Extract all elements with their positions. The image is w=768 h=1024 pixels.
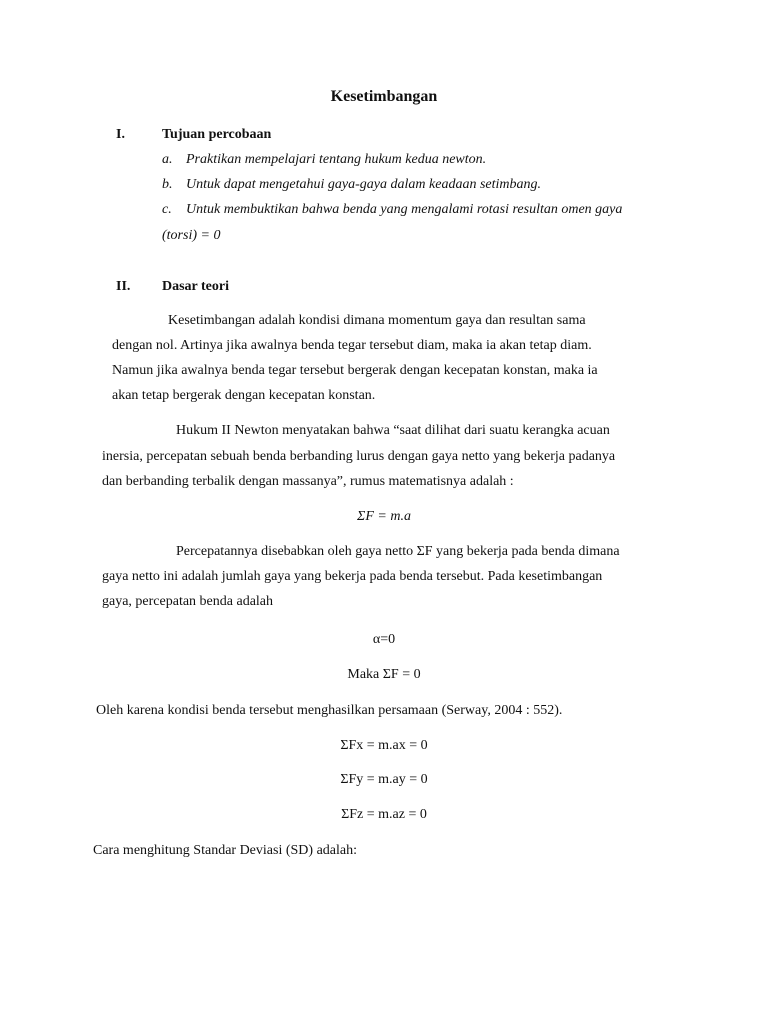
item-text: Untuk dapat mengetahui gaya-gaya dalam keadaan setimbang. <box>186 177 541 192</box>
paragraph-1-line-2: dengan nol. Artinya jika awalnya benda tegar tersebut diam, maka ia akan tetap diam. <box>112 338 592 353</box>
paragraph-3-line-1: Percepatannya disebabkan oleh gaya netto ΣF yang bekerja pada benda dimana <box>176 544 620 559</box>
objective-item-c <box>162 202 622 218</box>
paragraph-2-line-2: inersia, percepatan sebuah benda berbanding lurus dengan gaya netto yang bekerja padanya <box>102 449 616 464</box>
item-text: Praktikan mempelajari tentang hukum kedua newton. <box>186 152 487 167</box>
section-1-heading: Tujuan percobaan <box>162 127 272 142</box>
section-2-number: II. <box>116 279 131 294</box>
equation-alpha: α=0 <box>372 632 396 647</box>
item-letter: a. <box>162 152 173 167</box>
page-title: Kesetimbangan <box>330 88 438 105</box>
paragraph-2-line-3: dan berbanding terbalik dengan massanya”, rumus matematisnya adalah : <box>102 474 514 489</box>
paragraph-2-line-1: Hukum II Newton menyatakan bahwa “saat dilihat dari suatu kerangka acuan <box>176 423 610 438</box>
section-2-heading: Dasar teori <box>162 279 229 294</box>
equation-newton: ΣF = m.a <box>357 509 411 524</box>
objective-item-b <box>162 177 541 193</box>
equation-fx: ΣFx = m.ax = 0 <box>340 738 428 753</box>
item-text: Untuk membuktikan bahwa benda yang mengalami rotasi resultan omen gaya <box>186 202 623 217</box>
equation-fy: ΣFy = m.ay = 0 <box>340 772 428 787</box>
paragraph-1-line-1: Kesetimbangan adalah kondisi dimana momentum gaya dan resultan sama <box>168 313 586 328</box>
item-letter: b. <box>162 177 173 192</box>
paragraph-1-line-3: Namun jika awalnya benda tegar tersebut bergerak dengan kecepatan konstan, maka ia <box>112 363 598 378</box>
paragraph-3-line-2: gaya netto ini adalah jumlah gaya yang bekerja pada benda tersebut. Pada kesetimbangan <box>102 569 603 584</box>
section-1-number: I. <box>116 127 125 142</box>
paragraph-5: Cara menghitung Standar Deviasi (SD) adalah: <box>93 843 357 858</box>
paragraph-3-line-3: gaya, percepatan benda adalah <box>102 594 274 609</box>
equation-sum-force: Maka ΣF = 0 <box>347 667 421 682</box>
objective-item-c-continued: (torsi) = 0 <box>162 228 221 243</box>
paragraph-4: Oleh karena kondisi benda tersebut menghasilkan persamaan (Serway, 2004 : 552). <box>96 703 563 718</box>
objective-item-a <box>162 152 486 168</box>
item-letter: c. <box>162 202 172 217</box>
paragraph-1-line-4: akan tetap bergerak dengan kecepatan konstan. <box>112 388 376 403</box>
equation-fz: ΣFz = m.az = 0 <box>341 807 427 822</box>
